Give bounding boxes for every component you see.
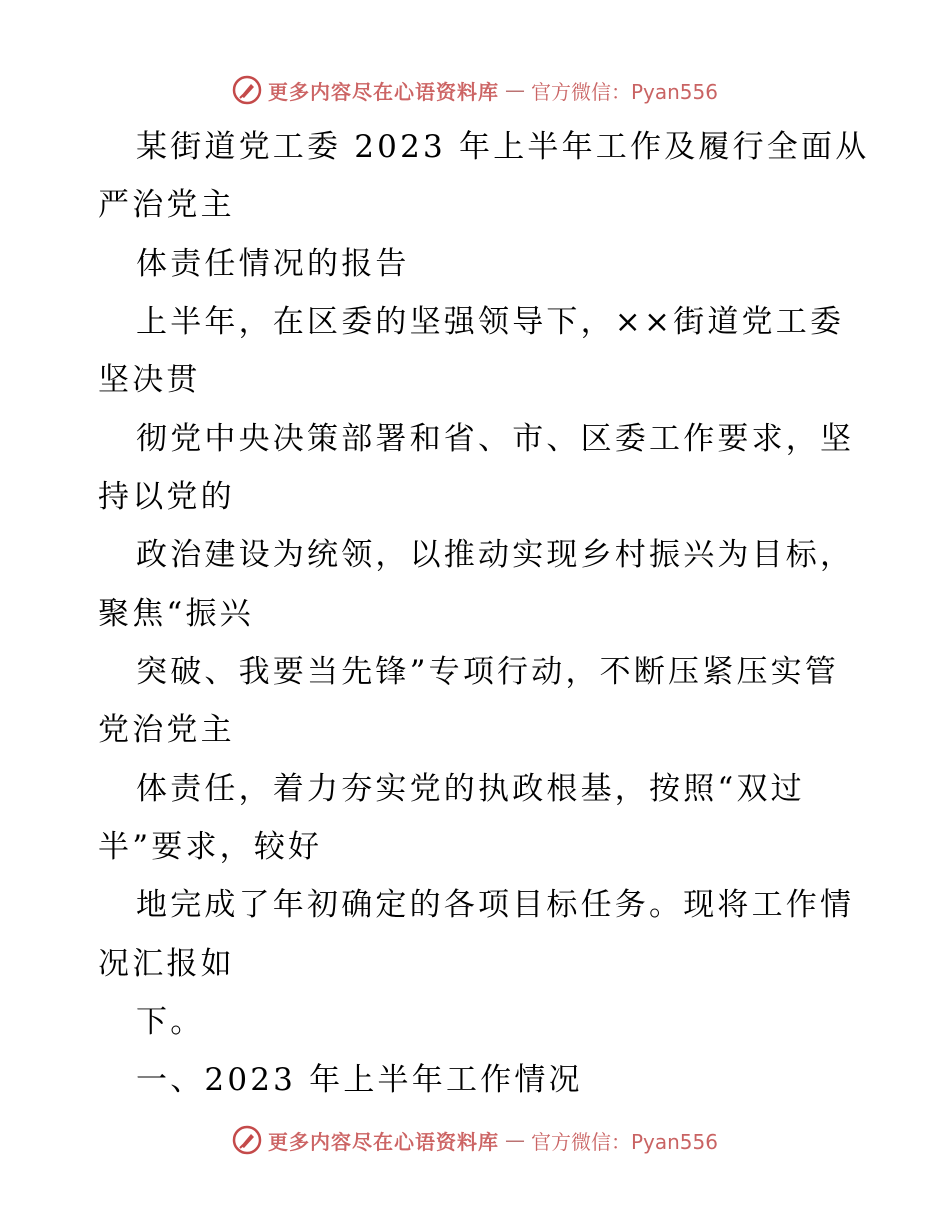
- paragraph-line: 突破、我要当先锋”专项行动，不断压紧压实管: [136, 654, 840, 690]
- document-title-line-1: 某街道党工委 2023 年上半年工作及履行全面从: [136, 129, 870, 165]
- paragraph-line: 半”要求，较好: [98, 829, 323, 865]
- paragraph-line: 上半年，在区委的坚强领导下，××街道党工委: [136, 304, 845, 340]
- section-heading: 一、2023 年上半年工作情况: [136, 1062, 583, 1098]
- header-watermark: [0, 70, 950, 110]
- watermark-site-text: 更多内容尽在心语资料库: [267, 1129, 499, 1154]
- document-title-line-2: 严治党主: [98, 187, 235, 223]
- watermark-separator: —: [504, 1128, 525, 1152]
- paragraph-line: 体责任，着力夯实党的执政根基，按照“双过: [136, 771, 805, 807]
- watermark-site-text: 更多内容尽在心语资料库: [267, 79, 499, 104]
- paragraph-line: 党治党主: [98, 712, 235, 748]
- watermark-wechat-text: 官方微信：Pyan556: [530, 1129, 718, 1154]
- paragraph-line: 聚焦“振兴: [98, 596, 254, 632]
- paragraph-line: 地完成了年初确定的各项目标任务。现将工作情: [136, 887, 855, 923]
- document-title-line-3: 体责任情况的报告: [136, 246, 410, 282]
- watermark-separator: —: [504, 78, 525, 102]
- paragraph-line: 况汇报如: [98, 946, 235, 982]
- pen-feather-logo-icon: [232, 1125, 262, 1155]
- footer-watermark: [0, 1120, 950, 1160]
- paragraph-line: 持以党的: [98, 479, 235, 515]
- paragraph-line: 彻党中央决策部署和省、市、区委工作要求，坚: [136, 421, 855, 457]
- paragraph-line: 政治建设为统领，以推动实现乡村振兴为目标，: [136, 537, 855, 573]
- paragraph-line: 下。: [136, 1004, 205, 1040]
- pen-feather-logo-icon: [232, 75, 262, 105]
- watermark-wechat-text: 官方微信：Pyan556: [530, 79, 718, 104]
- paragraph-line: 坚决贯: [98, 362, 201, 398]
